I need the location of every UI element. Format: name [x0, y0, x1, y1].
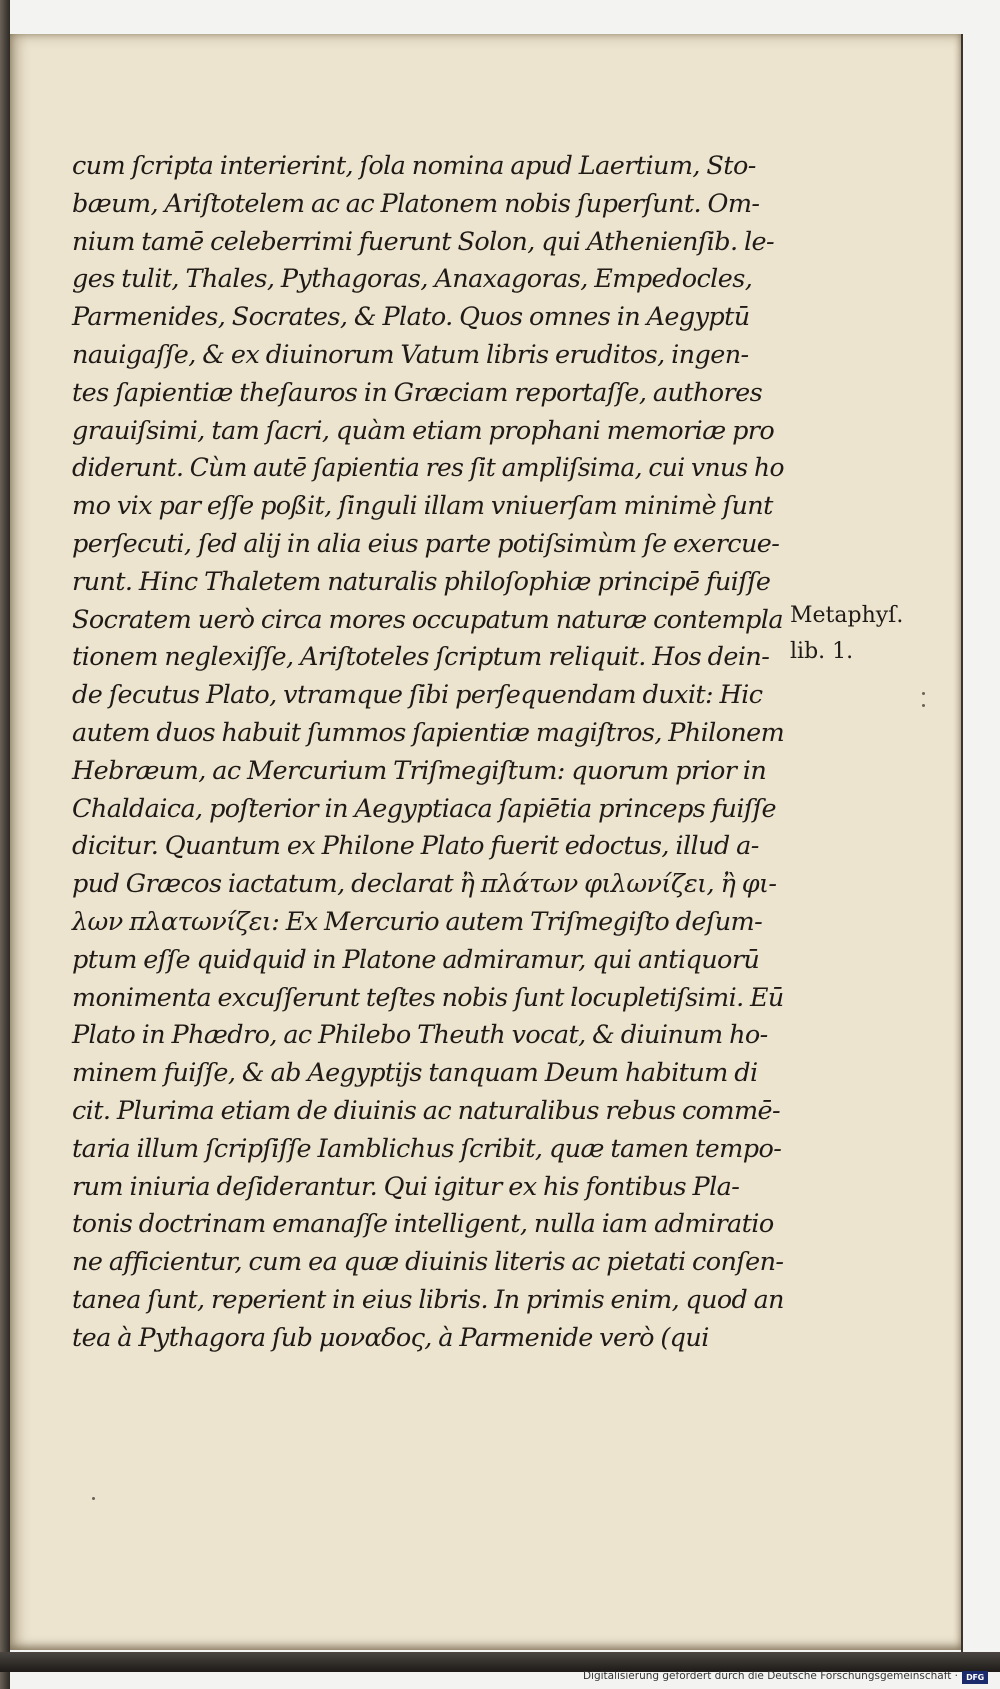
- scan-left-edge: [0, 0, 10, 1689]
- paper-speck: [92, 1497, 95, 1500]
- text-line: Hebræum, ac Mercurium Triſmegiſtum: quorum prior in: [72, 755, 767, 786]
- body-text: [72, 148, 784, 1358]
- text-line: perſecuti, ſed alij in alia eius parte potiſsimùm ſe exercue-: [72, 528, 780, 559]
- text-line: rum iniuria deſiderantur. Qui igitur ex his fontibus Pla-: [72, 1171, 740, 1202]
- text-line: taria illum ſcripſiſſe Iamblichus ſcribit, quæ tamen tempo-: [72, 1133, 782, 1164]
- text-line: bæum, Ariſtotelem ac ac Platonem nobis ſuperſunt. Om-: [72, 188, 760, 219]
- paper-speck: [922, 692, 925, 695]
- text-line: tanea ſunt, reperient in eius libris. In primis enim, quod an: [72, 1284, 784, 1315]
- text-line: de ſecutus Plato, vtramque ſibi perſequendam duxit: Hic: [72, 680, 763, 711]
- text-line: dicitur. Quantum ex Philone Plato fuerit edoctus, illud a-: [72, 831, 759, 862]
- margin-note: [790, 598, 950, 670]
- text-line: tes ſapientiæ theſauros in Græciam reportaſſe, authores: [72, 377, 763, 408]
- text-line: Chaldaica, poſterior in Aegyptiaca ſapiētia princeps fuiſſe: [72, 793, 777, 824]
- page-right-edge: [961, 34, 963, 1652]
- text-line: Plato in Phædro, ac Philebo Theuth vocat, & diuinum ho-: [72, 1020, 768, 1051]
- text-line: mo vix par eſſe poßit, ſinguli illam vniuerſam minimè ſunt: [72, 491, 773, 522]
- text-line: tonis doctrinam emanaſſe intelligent, nulla iam admiratio: [72, 1209, 774, 1240]
- text-line: nauigaſſe, & ex diuinorum Vatum libris eruditos, ingen-: [72, 339, 749, 370]
- text-line: tea à Pythagora ſub μοναδος, à Parmenide verò (qui: [72, 1322, 709, 1353]
- margin-note-line: lib. 1.: [790, 639, 854, 664]
- text-line: ptum eſſe quidquid in Platone admiramur, qui antiquorū: [72, 944, 760, 975]
- dfg-logo: DFG: [962, 1671, 988, 1684]
- text-line: Socratem uerò circa mores occupatum naturæ contempla: [72, 604, 783, 635]
- text-line: nium tamē celeberrimi fuerunt Solon, qui Athenienſib. le-: [72, 226, 775, 257]
- text-line: tionem neglexiſſe, Ariſtoteles ſcriptum reliquit. Hos dein-: [72, 642, 770, 673]
- digitization-credit: Digitalisierung gefördert durch die Deutsche Forschungsgemeinschaft ·: [582, 1670, 958, 1682]
- text-line: diderunt. Cùm autē ſapientia res ſit ampliſsima, cui vnus ho: [72, 453, 784, 484]
- text-line: ges tulit, Thales, Pythagoras, Anaxagoras, Empedocles,: [72, 264, 753, 295]
- scan-bottom-edge: [0, 1652, 1000, 1672]
- text-line: grauiſsimi, tam ſacri, quàm etiam prophani memoriæ pro: [72, 415, 775, 446]
- margin-note-line: Metaphyſ.: [790, 603, 904, 628]
- text-line: monimenta excuſſerunt teſtes nobis ſunt locupletiſsimi. Eū: [72, 982, 784, 1013]
- text-line: ne afficientur, cum ea quæ diuinis literis ac pietati conſen-: [72, 1247, 784, 1278]
- text-line: minem fuiſſe, & ab Aegyptijs tanquam Deum habitum di: [72, 1058, 758, 1089]
- text-line: Parmenides, Socrates, & Plato. Quos omnes in Aegyptū: [72, 302, 750, 333]
- text-line: pud Græcos iactatum, declarat ἢ πλάτων φιλωνίζει, ἢ φι-: [72, 869, 777, 900]
- text-line: cum ſcripta interierint, ſola nomina apud Laertium, Sto-: [72, 151, 756, 181]
- text-line: cit. Plurima etiam de diuinis ac naturalibus rebus commē-: [72, 1095, 781, 1126]
- paper-speck: [922, 704, 925, 707]
- text-line: autem duos habuit ſummos ſapientiæ magiſtros, Philonem: [72, 717, 785, 748]
- text-line: runt. Hinc Thaletem naturalis philoſophiæ principē fuiſſe: [72, 566, 771, 597]
- text-line: λων πλατωνίζει: Ex Mercurio autem Triſmegiſto deſum-: [72, 906, 763, 937]
